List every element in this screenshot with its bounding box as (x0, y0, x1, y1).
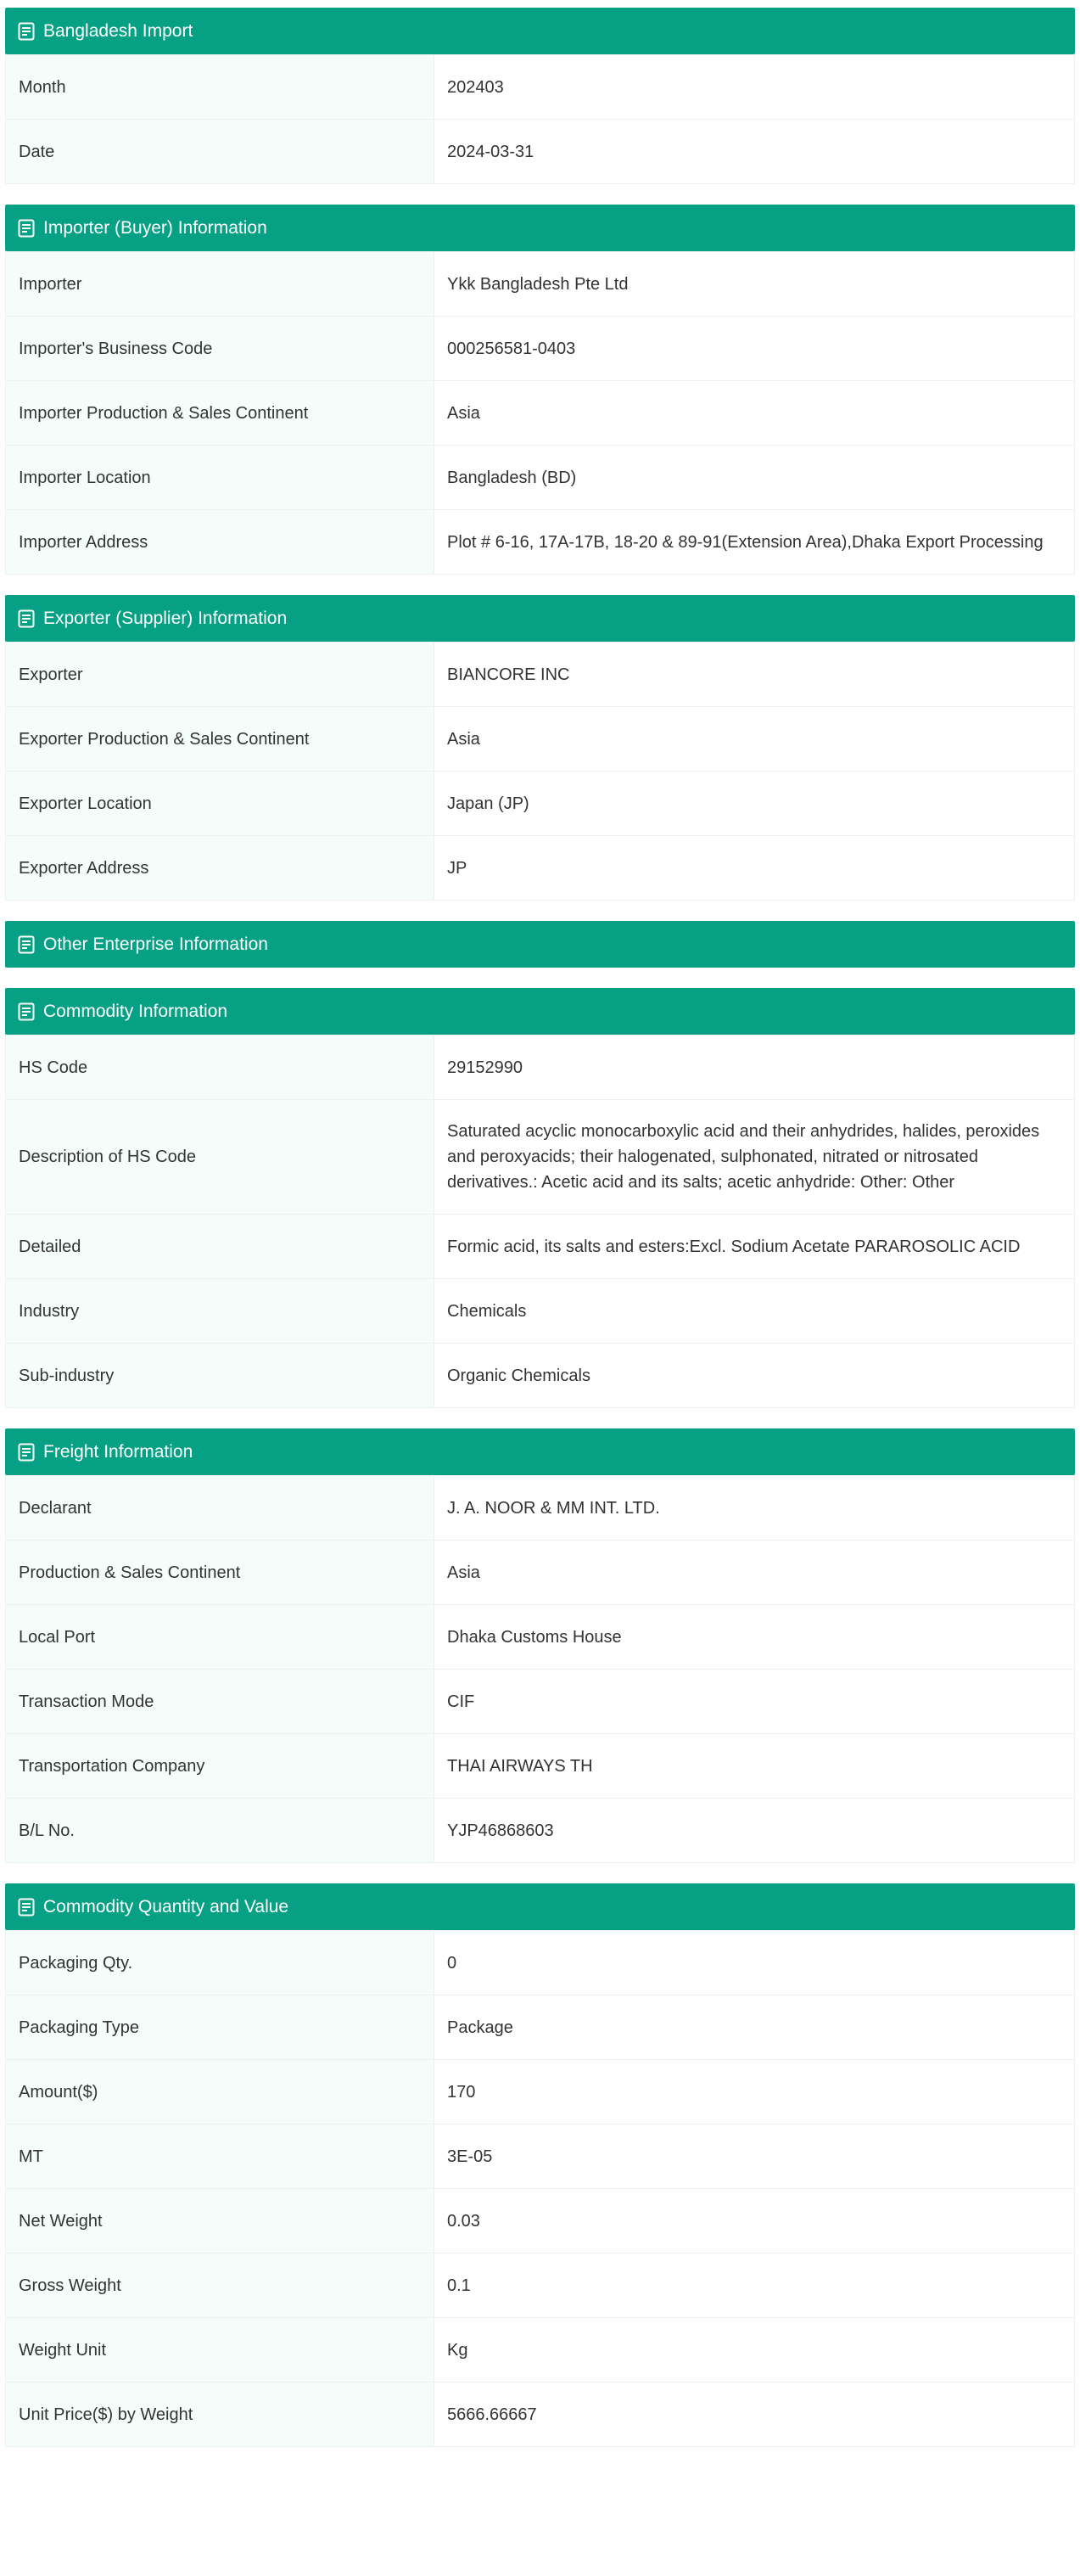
section-title: Importer (Buyer) Information (43, 217, 267, 238)
detail-table (5, 1035, 1075, 1408)
row-value: 29152990 (434, 1035, 1075, 1100)
row-label: Importer Production & Sales Continent (6, 381, 434, 446)
row-value: CIF (434, 1670, 1075, 1734)
row-value: YJP46868603 (434, 1799, 1075, 1863)
row-value: 0.1 (434, 2253, 1075, 2318)
section-title: Commodity Quantity and Value (43, 1896, 289, 1917)
section-title: Other Enterprise Information (43, 934, 268, 954)
row-value: 0.03 (434, 2189, 1075, 2253)
row-label: Transportation Company (6, 1734, 434, 1799)
section-title: Commodity Information (43, 1001, 228, 1021)
document-icon (18, 219, 35, 238)
document-icon (18, 609, 35, 628)
row-label: MT (6, 2124, 434, 2189)
row-value: 0 (434, 1931, 1075, 1995)
section-title: Exporter (Supplier) Information (43, 608, 288, 628)
document-icon (18, 22, 35, 41)
row-label: Transaction Mode (6, 1670, 434, 1734)
row-label: Unit Price($) by Weight (6, 2382, 434, 2447)
table-row (6, 2253, 1075, 2318)
detail-table (5, 1930, 1075, 2447)
row-label: Local Port (6, 1605, 434, 1670)
row-label: Detailed (6, 1215, 434, 1279)
row-label: Date (6, 120, 434, 184)
detail-table (5, 642, 1075, 901)
row-label: Exporter Address (6, 836, 434, 901)
table-row (6, 446, 1075, 510)
row-value: Ykk Bangladesh Pte Ltd (434, 252, 1075, 317)
document-icon (18, 935, 35, 954)
section-importer-information (5, 205, 1075, 575)
row-value: THAI AIRWAYS TH (434, 1734, 1075, 1799)
row-label: Importer Location (6, 446, 434, 510)
section-header (5, 921, 1075, 968)
row-label: Description of HS Code (6, 1100, 434, 1215)
table-row (6, 252, 1075, 317)
section-header (5, 8, 1075, 54)
row-value: Asia (434, 381, 1075, 446)
row-label: Weight Unit (6, 2318, 434, 2382)
section-header (5, 205, 1075, 251)
detail-page (5, 8, 1075, 2467)
table-row (6, 510, 1075, 575)
table-row (6, 1541, 1075, 1605)
table-row (6, 707, 1075, 772)
row-label: Packaging Qty. (6, 1931, 434, 1995)
table-row (6, 772, 1075, 836)
document-icon (18, 1443, 35, 1462)
section-title: Bangladesh Import (43, 20, 193, 41)
row-label: Declarant (6, 1476, 434, 1541)
table-row (6, 1799, 1075, 1863)
row-label: Exporter Location (6, 772, 434, 836)
table-row (6, 836, 1075, 901)
row-value: Saturated acyclic monocarboxylic acid and their anhydrides, halides, peroxides and peroxyacids; their halogenated, sulphonated, nitrated or nitrosated derivatives.: Acetic acid and its salts; acetic anhydride: Other: Other (434, 1100, 1075, 1215)
section-bangladesh-import (5, 8, 1075, 184)
table-row (6, 1931, 1075, 1995)
table-row (6, 1344, 1075, 1408)
section-header (5, 1428, 1075, 1475)
table-row (6, 2189, 1075, 2253)
detail-table (5, 1475, 1075, 1863)
row-value: BIANCORE INC (434, 643, 1075, 707)
section-header (5, 595, 1075, 642)
row-label: HS Code (6, 1035, 434, 1100)
table-row (6, 120, 1075, 184)
section-commodity-quantity-and-value (5, 1883, 1075, 2447)
table-row (6, 2382, 1075, 2447)
row-value: Organic Chemicals (434, 1344, 1075, 1408)
row-label: Net Weight (6, 2189, 434, 2253)
section-other-enterprise-information (5, 921, 1075, 968)
row-value: Asia (434, 1541, 1075, 1605)
table-row (6, 1215, 1075, 1279)
row-label: Sub-industry (6, 1344, 434, 1408)
row-label: Packaging Type (6, 1995, 434, 2060)
table-row (6, 2318, 1075, 2382)
document-icon (18, 1002, 35, 1021)
table-row (6, 55, 1075, 120)
row-value: Plot # 6-16, 17A-17B, 18-20 & 89-91(Extension Area),Dhaka Export Processing (434, 510, 1075, 575)
row-label: Exporter (6, 643, 434, 707)
row-value: Asia (434, 707, 1075, 772)
section-header (5, 1883, 1075, 1930)
row-label: Importer Address (6, 510, 434, 575)
row-label: B/L No. (6, 1799, 434, 1863)
table-row (6, 317, 1075, 381)
table-row (6, 381, 1075, 446)
row-label: Amount($) (6, 2060, 434, 2124)
row-label: Importer (6, 252, 434, 317)
row-value: J. A. NOOR & MM INT. LTD. (434, 1476, 1075, 1541)
row-value: 170 (434, 2060, 1075, 2124)
row-value: JP (434, 836, 1075, 901)
table-row (6, 1279, 1075, 1344)
detail-table (5, 54, 1075, 184)
row-value: 2024-03-31 (434, 120, 1075, 184)
table-row (6, 1734, 1075, 1799)
row-label: Importer's Business Code (6, 317, 434, 381)
table-row (6, 1476, 1075, 1541)
table-row (6, 1995, 1075, 2060)
row-value: Dhaka Customs House (434, 1605, 1075, 1670)
table-row (6, 1605, 1075, 1670)
row-value: Package (434, 1995, 1075, 2060)
table-row (6, 1670, 1075, 1734)
table-row (6, 2060, 1075, 2124)
table-row (6, 1100, 1075, 1215)
row-value: Japan (JP) (434, 772, 1075, 836)
table-row (6, 2124, 1075, 2189)
section-exporter-information (5, 595, 1075, 901)
row-value: 3E-05 (434, 2124, 1075, 2189)
table-row (6, 1035, 1075, 1100)
detail-table (5, 251, 1075, 575)
row-label: Month (6, 55, 434, 120)
row-label: Production & Sales Continent (6, 1541, 434, 1605)
table-row (6, 643, 1075, 707)
row-value: Kg (434, 2318, 1075, 2382)
row-value: Formic acid, its salts and esters:Excl. Sodium Acetate PARAROSOLIC ACID (434, 1215, 1075, 1279)
row-value: 202403 (434, 55, 1075, 120)
row-value: Bangladesh (BD) (434, 446, 1075, 510)
document-icon (18, 1898, 35, 1917)
section-freight-information (5, 1428, 1075, 1863)
section-commodity-information (5, 988, 1075, 1408)
row-label: Gross Weight (6, 2253, 434, 2318)
row-label: Industry (6, 1279, 434, 1344)
row-value: Chemicals (434, 1279, 1075, 1344)
section-title: Freight Information (43, 1441, 193, 1462)
row-value: 000256581-0403 (434, 317, 1075, 381)
row-value: 5666.66667 (434, 2382, 1075, 2447)
row-label: Exporter Production & Sales Continent (6, 707, 434, 772)
section-header (5, 988, 1075, 1035)
